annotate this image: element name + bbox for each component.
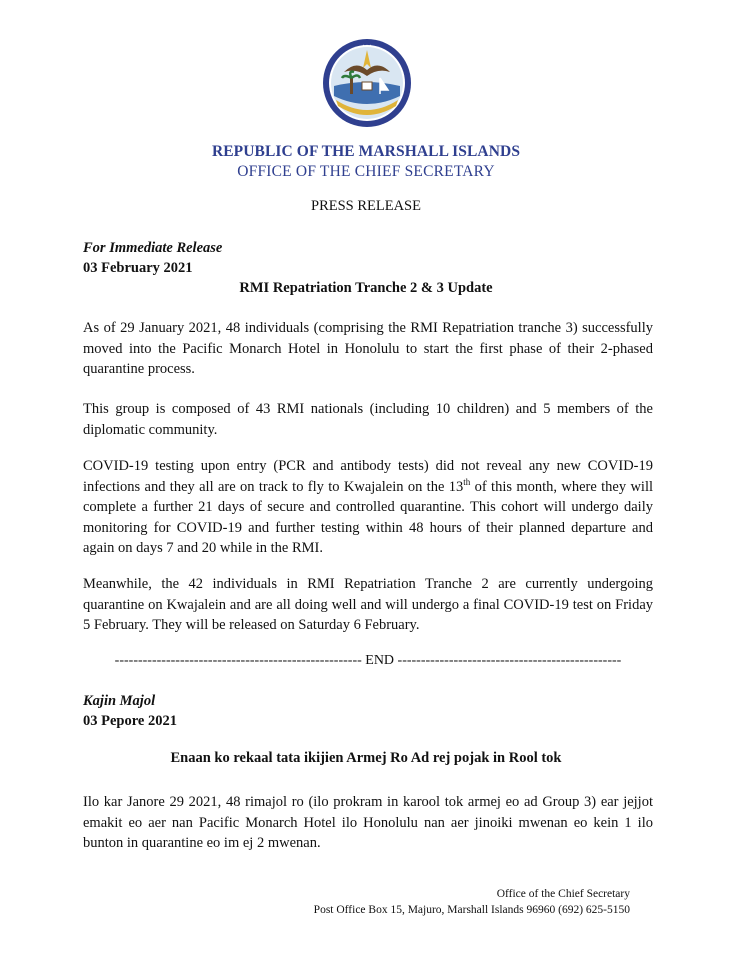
org-name: REPUBLIC OF THE MARSHALL ISLANDS [211, 143, 521, 160]
marshallese-heading: Kajin Majol [83, 693, 156, 709]
paragraph-3-part-a: COVID-19 testing upon entry (PCR and antibody tests) did not reveal any new COVID-19 infections and they all are on track to fly to Kwajalein on the 13 [83, 458, 653, 495]
document-type: PRESS RELEASE [311, 198, 421, 214]
office-name: OFFICE OF THE CHIEF SECRETARY [237, 163, 495, 180]
paragraph-2: This group is composed of 43 RMI nationals (including 10 children) and 5 members of the diplomatic community. [83, 401, 653, 438]
release-note: For Immediate Release [83, 240, 223, 256]
paragraph-4: Meanwhile, the 42 individuals in RMI Repatriation Tranche 2 are currently undergoing quarantine on Kwajalein and are all doing well and will undergo a final COVID-19 test on Friday 5 February. They will be released on Saturday 6 February. [83, 576, 653, 634]
marshallese-date: 03 Pepore 2021 [83, 713, 177, 729]
paragraph-3-part-b: of this month, where they will complete a further 21 days of secure and controlled quarantine. This cohort will undergo daily monitoring for COVID-19 and further testing within 48 hours of their planned departure and again on days 7 and 20 while in the RMI. [83, 478, 654, 557]
press-release-title: RMI Repatriation Tranche 2 & 3 Update [239, 280, 493, 296]
end-marker: ----------------------------------------------------- END ------------------------------------------------ [114, 653, 622, 668]
paragraph-3 [83, 456, 653, 559]
paragraph-1: As of 29 January 2021, 48 individuals (comprising the RMI Repatriation tranche 3) successfully moved into the Pacific Monarch Hotel in Honolulu to start the first phase of their 2-phased quarantine process. [83, 320, 653, 378]
release-date: 03 February 2021 [83, 260, 193, 276]
seal-icon [322, 38, 412, 128]
marshallese-title: Enaan ko rekaal tata ikijien Armej Ro Ad rej pojak in Rool tok [170, 750, 562, 766]
svg-text:· · ·: · · · [362, 43, 372, 49]
government-seal [322, 38, 412, 128]
ordinal-suffix: th [463, 476, 471, 487]
footer-address: Post Office Box 15, Majuro, Marshall Islands 96960 (692) 625-5150 [313, 904, 630, 916]
marshallese-paragraph: Ilo kar Janore 29 2021, 48 rimajol ro (ilo prokram in karool tok armej eo ad Group 3) ear jejjot emakit eo aer nan Pacific Monarch Hotel ilo Honolulu nan aer jinoiki mwenan eo kein 1 ilo bunton in quarantine eo im ej 2 mwenan. [83, 794, 653, 852]
footer-office: Office of the Chief Secretary [496, 888, 630, 900]
